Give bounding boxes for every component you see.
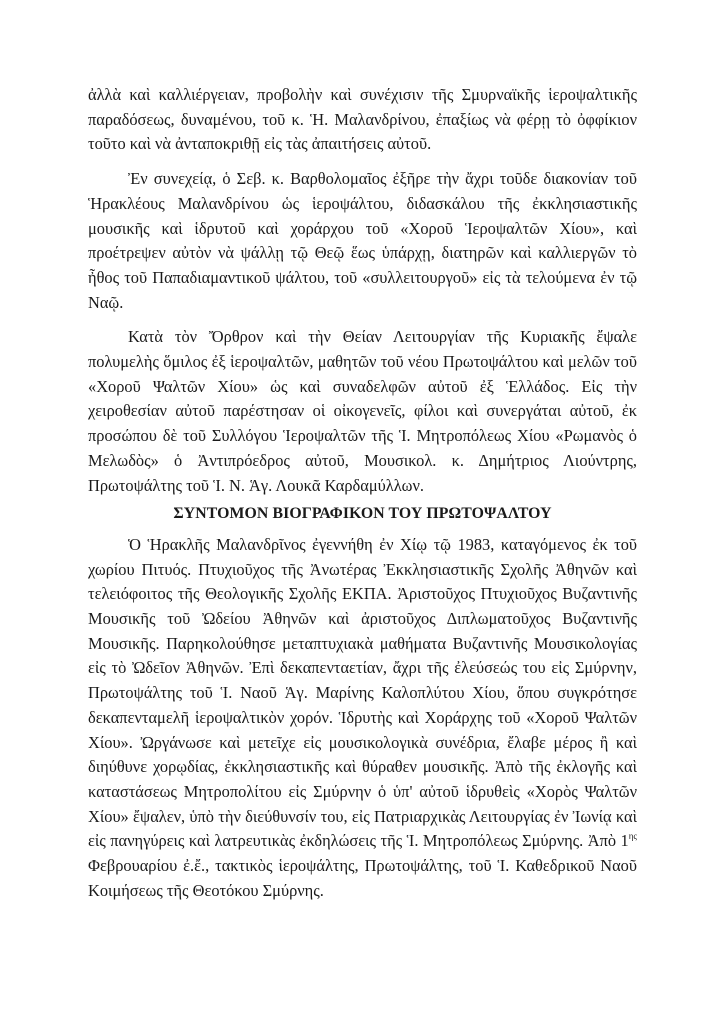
section-heading: ΣΥΝΤΟΜΟΝ ΒΙΟΓΡΑΦΙΚΟΝ ΤΟΥ ΠΡΩΤΟΨΑΛΤΟΥ [173, 505, 552, 523]
paragraph-continuation: ἀλλὰ καὶ καλλιέργειαν, προβολὴν καὶ συνέχισιν τῆς Σμυρναϊκῆς ἱεροψαλτικῆς παραδόσεως, δυναμένου, τοῦ κ. Ἡ. Μαλανδρίνου, ἐπαξίως νὰ φέρῃ τὸ ὀφφίκιον τοῦτο καὶ νὰ ἀνταποκριθῇ εἰς τὰς ἀπαιτήσεις αὐτοῦ. [88, 85, 637, 154]
paragraph-bartholomew-praise: Ἐν συνεχείᾳ, ὁ Σεβ. κ. Βαρθολομαῖος ἐξῆρε τὴν ἄχρι τοῦδε διακονίαν τοῦ Ἡρακλέους Μαλανδρίνου ὡς ἱεροψάλτου, διδασκάλου τῆς ἐκκλησιαστικῆς μουσικῆς καὶ ἱδρυτοῦ καὶ χοράρχου τοῦ «Χοροῦ Ἱεροψαλτῶν Χίου», καὶ προέτρεψεν αὐτὸν νὰ ψάλλῃ τῷ Θεῷ ἕως ὑπάρχῃ, διατηρῶν καὶ καλλιεργῶν τὸ ἦθος τοῦ Παπαδιαμαντικοῦ ψάλτου, τοῦ «συλλειτουργοῦ» εἰς τὰ τελούμενα ἐν τῷ Ναῷ. [88, 169, 637, 312]
document-page [88, 83, 637, 904]
paragraph-biography [88, 533, 637, 904]
ordinal-superscript: ης [628, 831, 637, 842]
paragraph-liturgy-chanters: Κατὰ τὸν Ὄρθρον καὶ τὴν Θείαν Λειτουργίαν τῆς Κυριακῆς ἔψαλε πολυμελὴς ὅμιλος ἐξ ἱεροψαλτῶν, μαθητῶν τοῦ νέου Πρωτοψάλτου καὶ μελῶν τοῦ «Χοροῦ Ψαλτῶν Χίου» ὡς καὶ συναδελφῶν αὐτοῦ ἐξ Ἑλλάδος. Εἰς τὴν χειροθεσίαν αὐτοῦ παρέστησαν οἱ οἰκογενεῖς, φίλοι καὶ συνεργάται αὐτοῦ, ἐκ προσώπου δὲ τοῦ Συλλόγου Ἱεροψαλτῶν τῆς Ἱ. Μητροπόλεως Χίου «Ρωμανὸς ὁ Μελωδὸς» ὁ Ἀντιπρόεδρος αὐτοῦ, Μουσικολ. κ. Δημήτριος Λιούντρης, Πρωτοψάλτης τοῦ Ἱ. Ν. Ἁγ. Λουκᾶ Καρδαμύλλων. [88, 327, 637, 495]
biography-text: Ὁ Ἡρακλῆς Μαλανδρῖνος ἐγεννήθη ἐν Χίῳ τῷ 1983, καταγόμενος ἐκ τοῦ χωρίου Πιτυός. Πτυχιοῦχος τῆς Ἀνωτέρας Ἐκκλησιαστικῆς Σχολῆς Ἀθηνῶν καὶ τελειόφοιτος τῆς Θεολογικῆς Σχολῆς ΕΚΠΑ. Ἀριστοῦχος Πτυχιοῦχος Βυζαντινῆς Μουσικῆς τοῦ Ὠδείου Ἀθηνῶν καὶ ἀριστοῦχος Διπλωματοῦχος Βυζαντινῆς Μουσικῆς. Παρηκολούθησε μεταπτυχιακὰ μαθήματα Βυζαντινῆς Μουσικολογίας εἰς τὸ Ὠδεῖον Ἀθηνῶν. Ἐπὶ δεκαπενταετίαν, ἄχρι τῆς ἐλεύσεώς του εἰς Σμύρνην, Πρωτοψάλτης τοῦ Ἱ. Ναοῦ Ἁγ. Μαρίνης Καλοπλύτου Χίου, ὅπου συγκρότησε δεκαπενταμελῆ ἱεροψαλτικὸν χορόν. Ἱδρυτὴς καὶ Χοράρχης τοῦ «Χοροῦ Ψαλτῶν Χίου». Ὠργάνωσε καὶ μετεῖχε εἰς μουσικολογικὰ συνέδρια, ἔλαβε μέρος ἢ καὶ διηύθυνε χορῳδίας, ἐκκλησιαστικῆς καὶ θύραθεν μουσικῆς. Ἀπὸ τῆς ἐκλογῆς καὶ καταστάσεως Μητροπολίτου εἰς Σμύρνην ὁ ὑπ' αὐτοῦ ἱδρυθεὶς «Χορὸς Ψαλτῶν Χίου» ἔψαλεν, ὑπὸ τὴν διεύθυνσίν του, εἰς Πατριαρχικὰς Λειτουργίας ἐν Ἰωνίᾳ καὶ εἰς πανηγύρεις καὶ λατρευτικὰς ἐκδηλώσεις τῆς Ἱ. Μητροπόλεως Σμύρνης. Ἀπὸ 1 [88, 534, 637, 851]
biography-text-end: Φεβρουαρίου ἐ.ἔ., τακτικὸς ἱεροψάλτης, Πρωτοψάλτης, τοῦ Ἱ. Καθεδρικοῦ Ναοῦ Κοιμήσεως τῆς Θεοτόκου Σμύρνης. [88, 856, 637, 900]
